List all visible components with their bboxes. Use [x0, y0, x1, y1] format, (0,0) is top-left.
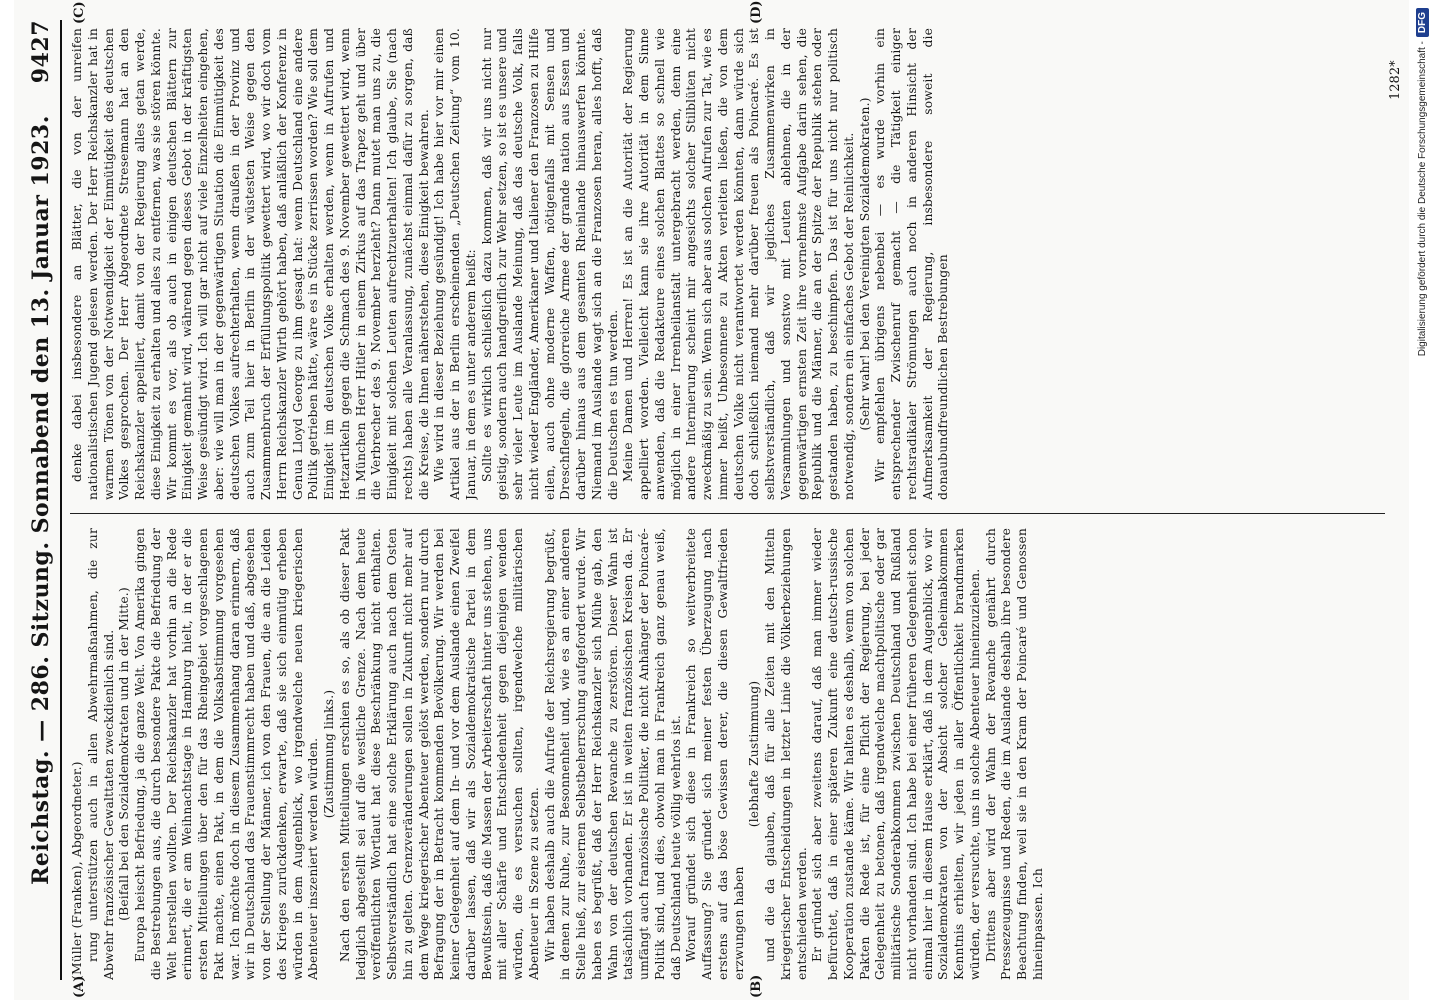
interjection: (Sehr wahr! bei den Vereinigten Sozialdemokraten.) [857, 97, 872, 431]
interjection: (lebhafte Zustimmung) [747, 680, 762, 828]
page-sheet [14, 0, 1409, 1000]
paragraph: Drittens aber wird der Wahn der Revanche genährt durch Pressezeugnisse und Reden, die im Auslande deshalb ihre besondere Beachtung finden, weil sie in den Kram der Poincaré und Genossen hineinpassen. Ich [983, 528, 1045, 980]
margin-marker-a: (A) [72, 975, 87, 998]
interjection: (Zustimmung links.) [322, 689, 336, 819]
paragraph: rung unterstützen auch in allen Abwehrmaßnahmen, die zur Abwehr französischer Gewalttaten zweckdienlich sind. [85, 528, 116, 980]
left-text-column [70, 528, 1401, 980]
paragraph: Sollte es wirklich schließlich dazu kommen, daß wir uns nicht nur geistig, sondern auch handgreiflich zur Wehr setzen, so ist es unsere und sehr vieler Leute im Auslande Meinung, daß das deutsche Volk, falls nicht wieder Engländer, Amerikaner und Italiener den Franzosen zu Hilfe eilen, auch ohne moderne Waffen, nötigenfalls mit Sensen und Dreschflegeln, die glorreiche Armee der grande nation aus Essen und darüber hinaus aus dem gesamten Rheinlande hinauswerfen könnte. Niemand im Auslande wagt sich an die Franzosen heran, alles hofft, daß die Deutschen es tun werden. [479, 28, 620, 500]
footer-code: 1282* [1388, 60, 1403, 100]
digitization-credit [1410, 0, 1434, 1000]
paragraph: denke dabei insbesondere an Blätter, die von der unreifen nationalistischen Jugend gelesen werden. Der Herr Reichskanzler hat in warmen Tönen von der Notwendigkeit der Einmütigkeit des deutschen Volkes gesprochen. Der Herr Abgeordnete Stresemann hat an den Reichskanzler appelliert, damit von der Regierung alles getan werde, diese Einigkeit zu erhalten und alles zu entfernen, was sie stören könnte. Wir kommt es vor, als ob auch in einigen deutschen Blättern zur Einigkeit gemahnt wird, während gegen dieses Gebot in der kräftigsten Weise gesündigt wird. Ich will gar nicht auf viele Einzelheiten eingehen, aber: wie will man in der gegenwärtigen Situation die Einmütigkeit des deutschen Volkes aufrechterhalten, wenn draußen in der Provinz und auch zum Teil hier in Berlin in der wüstesten Weise gegen den Zusammenbruch der Erfüllungspolitik gewettert wird, wo wir doch vom Herrn Reichskanzler Wirth gehört haben, daß anläßlich der Konferenz in Genua Lloyd George zu ihm gesagt hat: wenn Deutschland eine andere Politik getrieben hätte, wäre es in Stücke zerrissen worden? Wie soll dem Einigkeit im deutschen Volke erhalten werden, wenn in Aufrufen und Hetzartikeln gegen die Schmach des 9. November gewettert wird, wenn in München Herr Hitler in einem Zirkus auf das Trapez geht und über die Verbrecher des 9. November herzieht? Dann mutet man uns zu, die Einigkeit mit solchen Leuten aufrechtzuerhalten! Ich glaube, Sie (nach rechts) haben alle Veranlassung, zunächst einmal dafür zu sorgen, daß die Kreise, die Ihnen näherstehen, diese Einigkeit bewahren. [70, 28, 431, 500]
paragraph: Er gründet sich aber zweitens darauf, daß man immer wieder befürchtet, daß in einer späteren Zukunft eine deutsch-russische Kooperation zustande käme. Wir halten es deshalb, wenn von solchen Pakten die Rede ist, für eine Pflicht der Regierung, bei jeder Gelegenheit zu betonen, daß irgendwelche machtpolitische oder gar militärische Sonderabkommen zwischen Deutschland und Rußland nicht vorhanden sind. Ich habe bei einer früheren Gelegenheit schon einmal hier in diesem Hause erklärt, daß in dem Augenblick, wo wir Sozialdemokraten von der Absicht solcher Geheimabkommen Kenntnis erhielten, wir jeden in aller Öffentlichkeit brandmarken würden, der versuchte, uns in solche Abenteuer hineinzuziehen. [810, 528, 982, 980]
paragraph: Wie wird in dieser Beziehung gesündigt! Ich habe hier vor mir einen Artikel aus der in Berlin erscheinenden „Deutschen Zeitung“ vom 10. Januar, in dem es unter anderem heißt: [432, 28, 478, 500]
scanned-page [14, 0, 1409, 1000]
paragraph: Wir haben deshalb auch die Aufrufe der Reichsregierung begrüßt, in denen zur Ruhe, zur Besonnenheit und, wie es an einer anderen Stelle hieß, zur eisernen Selbstbeherrschung aufgefordert wurde. Wir haben es begrüßt, daß der Herr Reichskanzler sich Mühe gab, den Wahn von der deutschen Revanche zu zerstören. Dieser Wahn ist tatsächlich vorhanden. Er ist in weiten französischen Kreisen da. Er umfängt auch französische Politiker, die nicht Anhänger der Poincaré-Politik sind, und dies, obwohl man in Frankreich ganz genau weiß, daß Deutschland heute völlig wehrlos ist. [542, 528, 683, 980]
margin-marker-c: (C) [72, 1, 87, 24]
page-title: Reichstag. — 286. Sitzung. Sonnabend den 13. Januar 1923. [28, 115, 54, 885]
dfg-logo: DFG [1416, 8, 1429, 37]
page-header [28, 20, 62, 980]
speaker-line: (Müller (Franken), Abgeordneter.) [70, 761, 84, 980]
paragraph: Nach den ersten Mitteilungen erschien es so, als ob dieser Pakt lediglich abgestellt sei auf die westliche Grenze. Nach dem heute veröffentlichten Wortlaut hat diese Beschränkung nicht enthalten. Selbstverständlich hat eine solche Erklärung auch nach dem Osten hin zu gelten. Grenzveränderungen sollen in Zukunft nicht mehr auf dem Wege kriegerischer Abenteuer gelöst werden, sondern nur durch Befragung der in Betracht kommenden Bevölkerung. Wir werden bei keiner Gelegenheit auf dem In- und vor dem Auslande einen Zweifel darüber lassen, daß wir als Sozialdemokratische Partei in dem Bewußtsein, daß die Massen der Arbeiterschaft hinter uns stehen, uns mit aller Schärfe und Entschiedenheit gegen diejenigen wenden würden, die es versuchen sollten, irgendwelche militärischen Abenteuer in Szene zu setzen. [337, 528, 541, 980]
paragraph: Meine Damen und Herren! Es ist an die Autorität der Regierung appelliert worden. Vielleicht kann sie ihre Autorität in dem Sinne anwenden, daß die Redakteure eines solchen Blattes so schnell wie möglich in einer Irrenheilanstalt untergebracht werden, denn eine andere Internierung scheint mir angesichts solcher Stilblüten nicht zweckmäßig zu sein. Wenn sich aber aus solchen Aufrufen zur Tat, wie es immer heißt, Unbesonnene zu Akten verleiten ließen, die von dem deutschen Volke nicht verantwortet werden könnten, dann würde sich doch schließlich niemand mehr darüber freuen als Poincaré. Es ist selbstverständlich, daß wir jegliches Zusammenwirken in Versammlungen und sonstwo mit Leuten ablehnen, die in der gegenwärtigen ernsten Zeit ihre vornehmste Aufgabe darin sehen, die Republik und die Männer, die an der Spitze der Republik stehen oder gestanden haben, zu beschimpfen. Das ist für uns nicht nur politisch notwendig, sondern ein einfaches Gebot der Reinlichkeit. [621, 28, 856, 500]
paragraph: Wir empfehlen übrigens nebenbei — es wurde vorhin ein entsprechender Zwischenruf gemacht — die Tätigkeit einiger rechtsradikaler Strömungen auch noch in anderen Hinsicht der Aufmerksamkeit der Regierung, insbesondere soweit die donaubundfreundlichen Bestrebungen [873, 28, 951, 500]
digitization-credit-strip [1409, 0, 1434, 1000]
right-text-column [70, 28, 1401, 500]
interjection: (Beifall bei den Sozialdemokraten und in der Mitte.) [117, 587, 132, 921]
paragraph: und die da glauben, daß für alle Zeiten mit den Mitteln kriegerischer Entscheidungen in letzter Linie die Völkerbeziehungen entschieden werden. [763, 528, 809, 980]
column-divider [70, 513, 1385, 514]
page-number: 9427 [28, 20, 54, 84]
digitization-credit-text: Digitalisierung gefördert durch die Deutsche Forschungsgemeinschaft - [1417, 41, 1428, 357]
paragraph: Worauf gründet sich diese in Frankreich so weitverbreitete Auffassung? Sie gründet sich meiner festen Überzeugung nach erstens auf das böse Gewissen derer, die diesen Gewaltfrieden erzwungen haben [684, 528, 746, 980]
paragraph: Europa heischt Befriedung, ja die ganze Welt. Von Amerika gingen die Bestrebungen aus, die durch besondere Pakte die Befriedung der Welt herstellen wollten. Der Reichskanzler hat vorhin an die Rede erinnert, die er am Weihnachtstage in Hamburg hielt, in der er die ersten Mitteilungen über den für das Rheingebiet vorgeschlagenen Pakt machte, einen Pakt, in dem die Volksabstimmung vorgesehen war. Ich möchte doch in diesem Zusammenhang daran erinnern, daß wir in Deutschland das Frauenstimmrecht haben und daß, abgesehen von der Stellung der Männer, ich von den Frauen, die an die Leiden des Krieges zurückdenken, erwarte, daß sie sich einmütig erheben würden in dem Augenblick, wo irgendwelche neuen kriegerischen Abenteuer inszeniert werden würden. [133, 528, 321, 980]
margin-marker-b: (B) [749, 974, 764, 998]
margin-marker-d: (D) [749, 0, 764, 24]
